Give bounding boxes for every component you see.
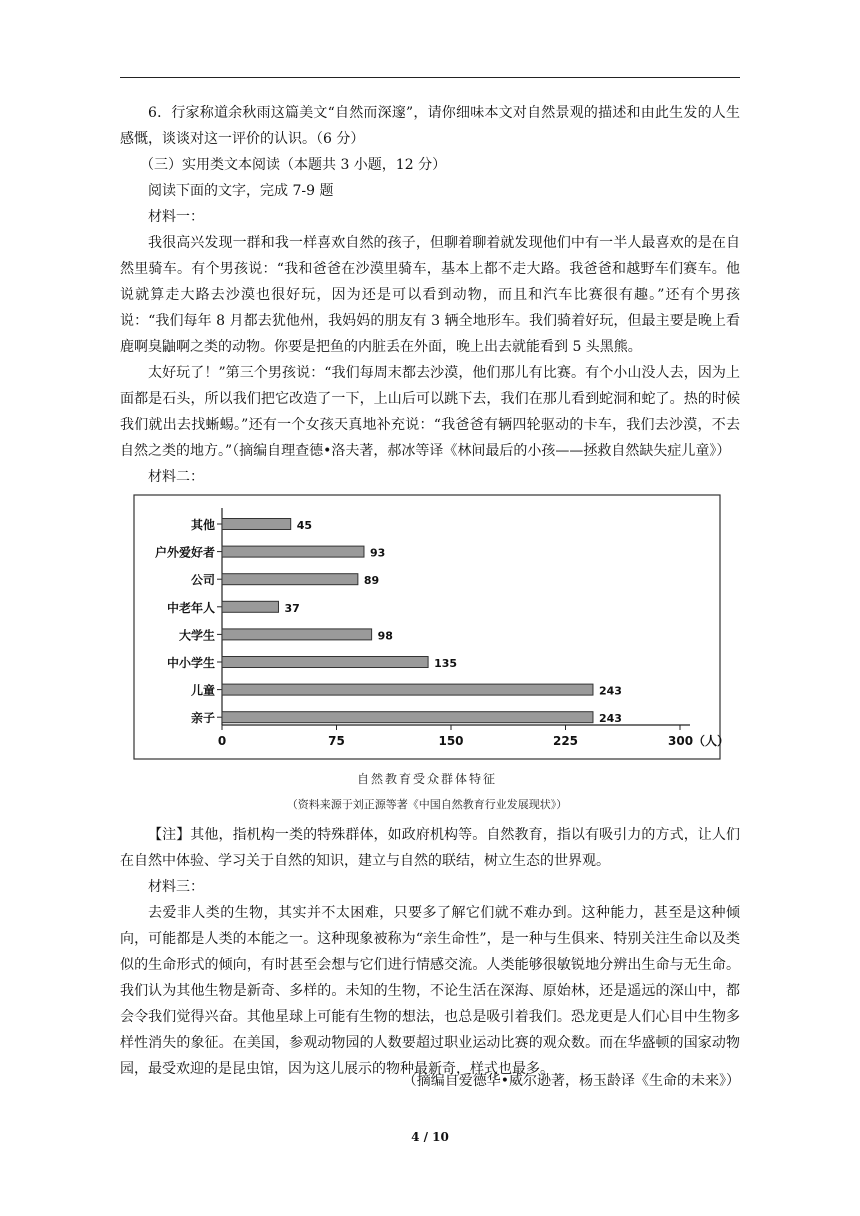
material-3-credit: （摘编自爱德华•威尔逊著，杨玉龄译《生命的未来》） (402, 1073, 740, 1089)
bar (222, 519, 291, 530)
tick-label: 300（人） (668, 734, 730, 748)
bar (222, 629, 372, 640)
value-label: 243 (598, 712, 622, 726)
page-number: 4 / 10 (411, 1130, 449, 1144)
chart-note: 【注】其他，指机构一类的特殊群体，如政府机构等。自然教育，指以有吸引力的方式，让人们在自然中体验、学习关于自然的知识，建立与自然的联结，树立生态的世界观。 (120, 827, 740, 869)
question-6: 6．行家称道余秋雨这篇美文“自然而深邃”，请你细味本文对自然景观的描述和由此生发的人生感慨，谈谈对这一评价的认识。（6 分） (120, 105, 740, 147)
tick-label: 225 (552, 734, 579, 748)
category-label: 公司 (190, 573, 215, 588)
material-1-paragraph-1: 我很高兴发现一群和我一样喜欢自然的孩子，但聊着聊着就发现他们中有一半人最喜欢的是在自然里骑车。有个男孩说：“我和爸爸在沙漠里骑车，基本上都不走大路。我爸爸和越野车们赛车。他说就算走大路去沙漠也很好玩，因为还是可以看到动物，而且和汽车比赛很有趣。”还有个男孩说：“我们每年 8 月都去犹他州，我妈妈的朋友有 3 辆全地形车。我们骑着好玩，但最主要是晚上看鹿啊臭鼬啊之类的动物。你要是把鱼的内脏丢在外面，晚上出去就能看到 5 头黑熊。 (120, 235, 740, 355)
category-label: 大学生 (178, 628, 215, 643)
reading-instruction: 阅读下面的文字，完成 7-9 题 (148, 183, 334, 199)
chart-title: 自然教育受众群体特征 (356, 772, 497, 786)
question-section (120, 100, 740, 490)
bar (222, 712, 593, 723)
value-label: 93 (369, 546, 386, 560)
bar (222, 546, 364, 557)
bar (222, 574, 358, 585)
value-label: 135 (434, 657, 458, 670)
category-label: 其他 (190, 518, 215, 532)
tick-label: 75 (328, 734, 345, 748)
header-rule (120, 77, 740, 78)
value-label: 98 (377, 629, 393, 643)
material-2-label: 材料二： (148, 469, 204, 485)
bar (222, 657, 428, 668)
bar (222, 601, 278, 612)
tick-label: 0 (217, 734, 227, 748)
value-label: 37 (284, 601, 300, 615)
material-1-paragraph-2: 太好玩了！”第三个男孩说：“我们每周末都去沙漠，他们那儿有比赛。有个小山没人去，因为上面都是石头，所以我们把它改造了一下，上山后可以跳下去，我们在那儿看到蛇洞和蛇了。热的时候我们就出去找蜥蜴。”还有一个女孩天真地补充说：“我爸爸有辆四轮驱动的卡车，我们去沙漠，不去自然之类的地方。”（摘编自理查德•洛夫著，郝冰等译《林间最后的小孩——拯救自然缺失症儿童》） (120, 365, 740, 459)
category-label: 户外爱好者 (154, 545, 215, 560)
category-label: 儿童 (190, 683, 215, 698)
tick-label: 150 (438, 734, 464, 748)
value-label: 45 (296, 519, 313, 532)
bar (222, 684, 593, 695)
material-3-label: 材料三： (148, 879, 204, 895)
category-label: 亲子 (190, 711, 215, 726)
material-3-paragraph: 去爱非人类的生物，其实并不太困难，只要多了解它们就不难办到。这种能力，甚至是这种倾向，可能都是人类的本能之一。这种现象被称为“亲生命性”，是一种与生俱来、特别关注生命以及类似的生命形式的倾向，有时甚至会想与它们进行情感交流。人类能够很敏锐地分辨出生命与无生命。我们认为其他生物是新奇、多样的。未知的生物，不论生活在深海、原始林，还是遥远的深山中，都会令我们觉得兴奋。其他星球上可能有生物的想法，也总是吸引着我们。恐龙更是人们心目中生物多样性消失的象征。在美国，参观动物园的人数要超过职业运动比赛的观众数。而在华盛顿的国家动物园，最受欢迎的是昆虫馆，因为这儿展示的物种最新奇，样式也最多。 (120, 905, 740, 1077)
value-label: 243 (598, 684, 622, 698)
category-label: 中老年人 (166, 600, 215, 615)
section-heading: （三）实用类文本阅读（本题共 3 小题，12 分） (140, 157, 447, 173)
value-label: 89 (363, 574, 380, 588)
category-label: 中小学生 (166, 656, 215, 670)
material-1-label: 材料一： (148, 209, 204, 225)
chart-source: （资料来源于刘正源等著《中国自然教育行业发展现状》） (286, 798, 568, 811)
notes-section (120, 822, 740, 1082)
bar-chart (0, 494, 860, 764)
